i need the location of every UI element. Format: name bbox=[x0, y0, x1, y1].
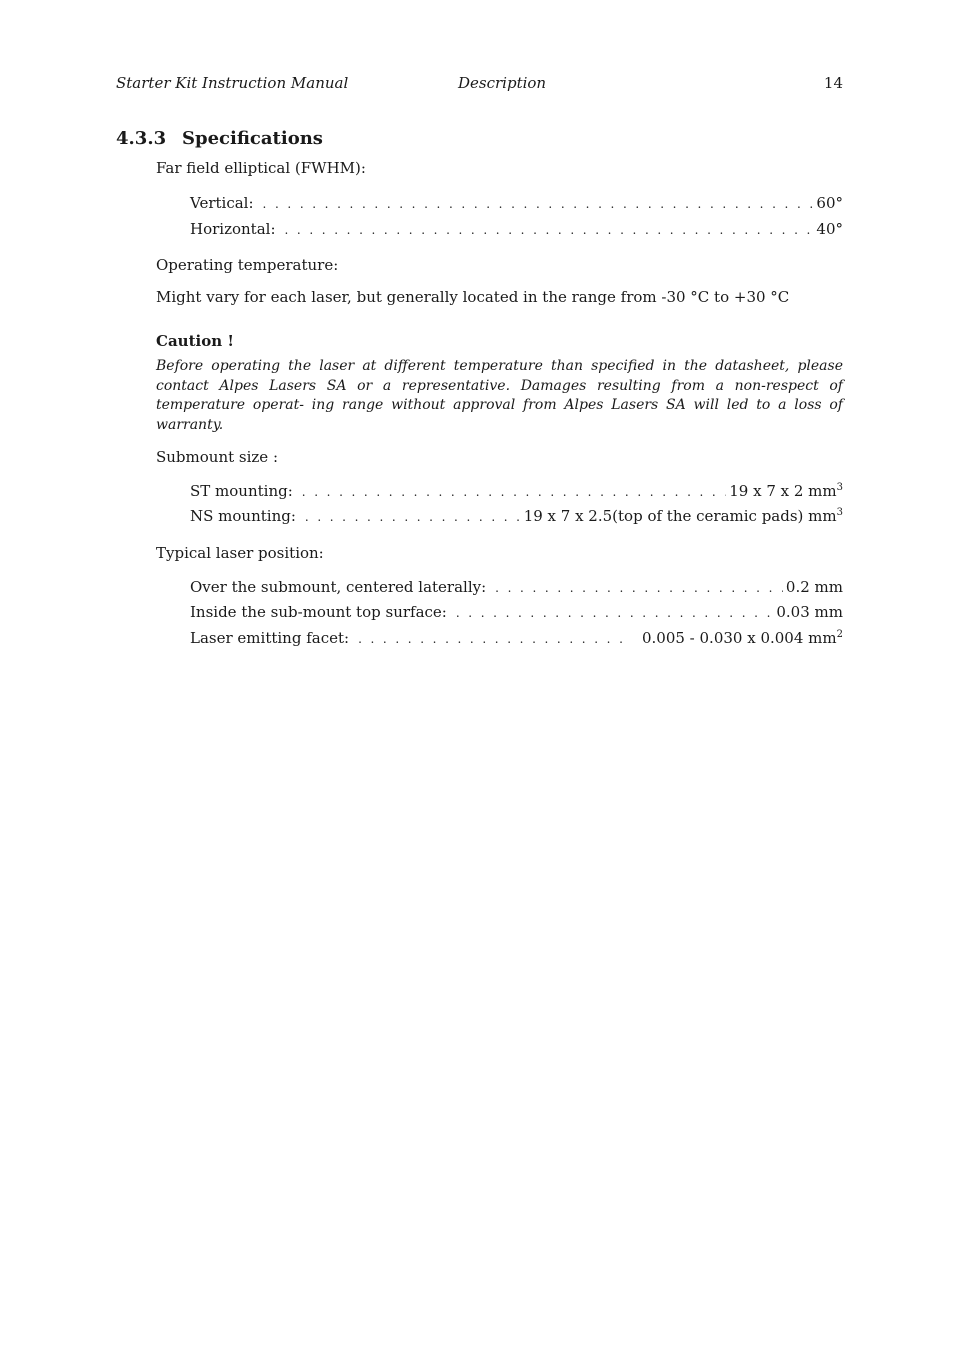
spec-value: 19 x 7 x 2 $mm^3$ bbox=[729, 482, 843, 500]
superscript: 3 bbox=[836, 482, 843, 493]
spec-value: 40° bbox=[816, 220, 843, 238]
spec-term: Inside the sub-mount top surface: bbox=[190, 603, 447, 621]
spec-value: 0.03 mm bbox=[776, 603, 843, 621]
dot-leader bbox=[305, 510, 521, 524]
operating-temperature-text: Might vary for each laser, but generally located in the range from -30 °C to +30 °C bbox=[156, 288, 790, 306]
dot-leader bbox=[456, 606, 774, 620]
spec-row-horizontal bbox=[190, 220, 843, 240]
dot-leader bbox=[285, 223, 814, 237]
header-chapter: Description bbox=[458, 74, 547, 92]
superscript: 2 bbox=[836, 629, 843, 640]
superscript: 3 bbox=[836, 507, 843, 518]
spec-term: Over the submount, centered laterally: bbox=[190, 578, 487, 596]
spec-value: 19 x 7 x 2.5(top of the ceramic pads) $mm^3$ bbox=[523, 507, 843, 525]
dot-leader bbox=[302, 485, 726, 499]
spec-term: NS mounting: bbox=[190, 507, 296, 525]
section-title: Specifications bbox=[182, 128, 323, 149]
operating-temperature-label: Operating temperature: bbox=[156, 256, 339, 274]
spec-term: Laser emitting facet: bbox=[190, 629, 350, 647]
dot-leader bbox=[358, 632, 628, 646]
header-manual-title: Starter Kit Instruction Manual bbox=[116, 74, 349, 92]
laser-position-label: Typical laser position: bbox=[156, 544, 324, 562]
submount-label: Submount size : bbox=[156, 448, 279, 466]
spec-value: 0.005 - 0.030 x 0.004 $mm^2$ bbox=[641, 629, 843, 647]
spec-value: 60° bbox=[816, 194, 843, 212]
spec-row-st-mounting bbox=[190, 482, 843, 502]
spec-term: Vertical: bbox=[190, 194, 254, 212]
spec-row-vertical bbox=[190, 194, 843, 214]
spec-value: 0.2 mm bbox=[785, 578, 843, 596]
running-header bbox=[116, 74, 843, 94]
spec-term: ST mounting: bbox=[190, 482, 293, 500]
far-field-label: Far field elliptical (FWHM): bbox=[156, 159, 366, 177]
dot-leader bbox=[495, 581, 783, 595]
caution-text: Before operating the laser at different temperature than specified in the datasheet, please contact Alpes Lasers SA or a representative. Damages resulting from a non-respect of temperature operat- ing range without approval from Alpes Lasers SA will led to a loss of warranty. bbox=[156, 358, 843, 433]
spec-row-inside-submount bbox=[190, 603, 843, 623]
dot-leader bbox=[263, 197, 814, 211]
spec-row-over-submount bbox=[190, 578, 843, 598]
spec-term: Horizontal: bbox=[190, 220, 276, 238]
spec-row-ns-mounting bbox=[190, 507, 843, 527]
section-number: 4.3.3 bbox=[116, 128, 167, 149]
section-heading bbox=[116, 128, 323, 149]
spec-row-emitting-facet bbox=[190, 629, 843, 649]
page-number: 14 bbox=[823, 74, 843, 92]
caution-title: Caution ! bbox=[156, 332, 234, 350]
